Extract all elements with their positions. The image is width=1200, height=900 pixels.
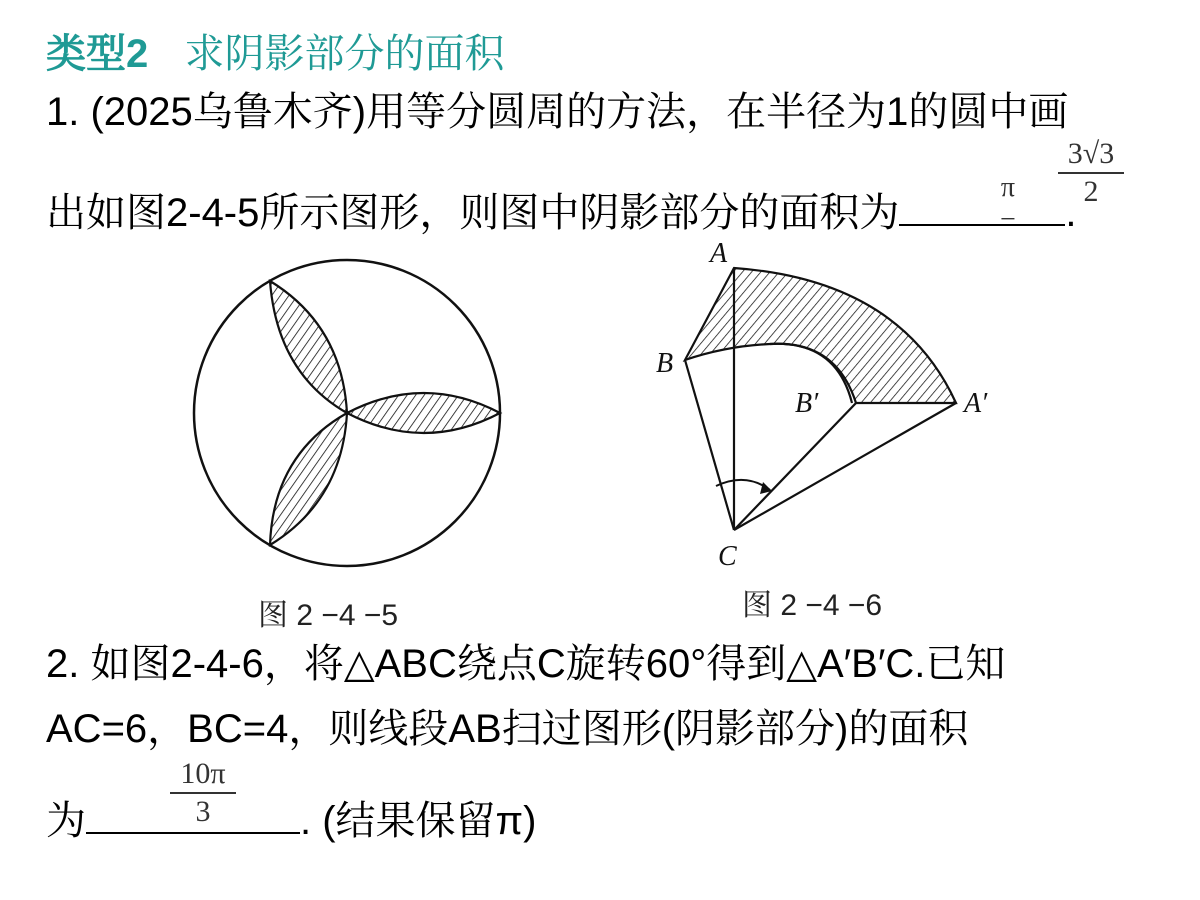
figure-2-4-5-caption: 图 2 −4 −5 bbox=[258, 599, 399, 632]
question-2-line-2: AC=6，BC=4，则线段AB扫过图形(阴影部分)的面积 bbox=[46, 707, 969, 751]
point-c-label: C bbox=[718, 541, 737, 572]
fraction-bar bbox=[1058, 172, 1124, 174]
answer-1-denominator: 2 bbox=[1083, 175, 1099, 208]
question-2-line-3-end: . (结果保留π) bbox=[300, 799, 537, 843]
heading-label: 类型2 bbox=[46, 32, 149, 76]
answer-1-numerator: 3√3 bbox=[1067, 137, 1115, 170]
question-1-end: . bbox=[1065, 191, 1077, 235]
answer-2-denominator: 3 bbox=[195, 795, 211, 828]
answer-2-numerator: 10π bbox=[180, 757, 226, 790]
heading-title: 求阴影部分的面积 bbox=[184, 32, 505, 76]
petal-lower-left bbox=[270, 413, 347, 545]
question-2-line-3 bbox=[46, 794, 536, 845]
shaded-petals bbox=[270, 281, 500, 545]
figure-2-4-5 bbox=[180, 255, 510, 635]
answer-2 bbox=[170, 758, 236, 828]
question-1-line-2-text: 出如图2-4-5所示图形，则图中阴影部分的面积为 bbox=[46, 191, 900, 235]
petal-right bbox=[347, 393, 500, 433]
point-b-prime-label: B′ bbox=[795, 388, 819, 419]
figure-2-4-6 bbox=[650, 240, 1010, 620]
answer-blank-1 bbox=[899, 186, 1065, 226]
answer-1-fraction bbox=[1058, 138, 1124, 208]
answer-1-prefix: π − bbox=[1000, 172, 1016, 235]
section-heading bbox=[46, 22, 505, 79]
shaded-region bbox=[685, 268, 956, 403]
point-a-label: A bbox=[710, 238, 728, 269]
question-2-line-1: 2. 如图2-4-6，将△ABC绕点C旋转60°得到△A′B′C.已知 bbox=[46, 642, 1006, 686]
question-1-line-2 bbox=[46, 186, 1077, 237]
point-a-prime-label: A′ bbox=[964, 388, 988, 419]
petal-upper-left bbox=[270, 281, 347, 413]
fraction-bar bbox=[170, 792, 236, 794]
figure-2-4-6-caption: 图 2 −4 −6 bbox=[742, 589, 883, 622]
question-2-line-3-start: 为 bbox=[46, 799, 86, 843]
point-b-label: B bbox=[656, 348, 674, 379]
question-1-line-1: 1. (2025乌鲁木齐)用等分圆周的方法，在半径为1的圆中画 bbox=[46, 90, 1069, 134]
